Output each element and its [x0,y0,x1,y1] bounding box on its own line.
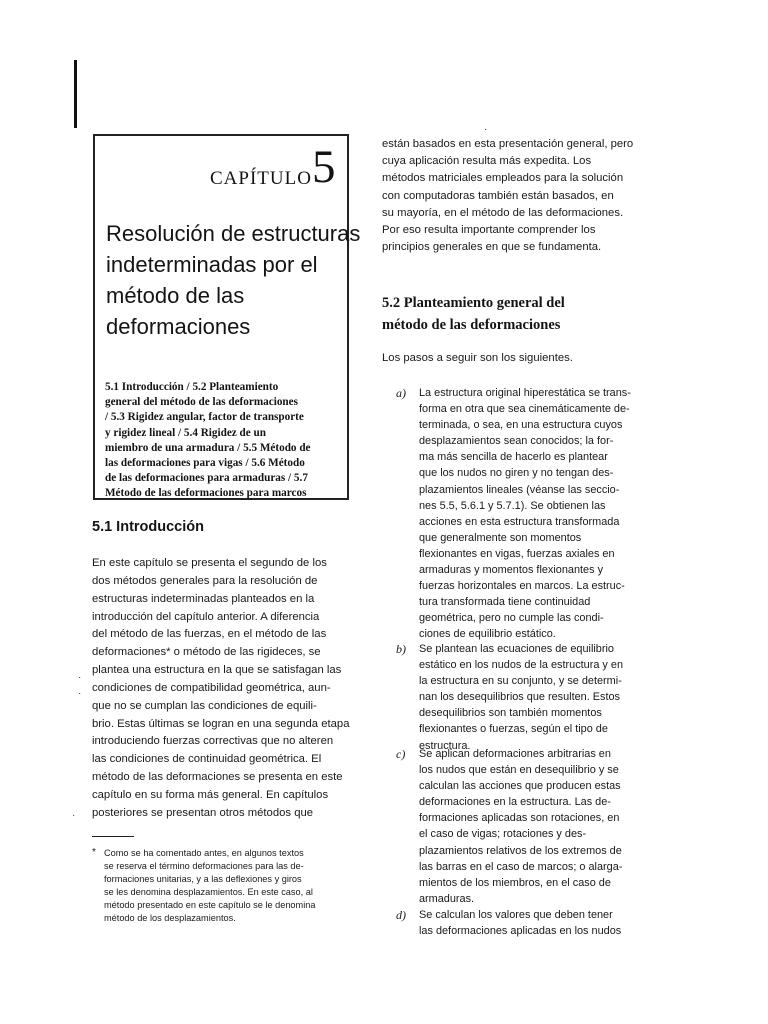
chapter-title-line: Resolución de estructuras [106,221,361,246]
contents-line: las deformaciones para vigas / 5.6 Método [105,457,305,470]
chapter-label: CAPÍTULO [210,168,312,189]
footnote-line: Como se ha comentado antes, en algunos textos [104,848,304,858]
item-line: desplazamientos sean conocidos; la for- [419,435,614,448]
heading-line: método de las deformaciones [382,317,561,333]
item-line: las barras en el caso de marcos; o alarga- [419,860,623,873]
contents-line: Método de las deformaciones para marcos [105,487,307,500]
item-line: deformaciones en la estructura. Las de- [419,796,611,809]
contents-line: miembro de una armadura / 5.5 Método de [105,441,311,454]
item-line: La estructura original hiperestática se trans- [419,387,631,399]
paragraph-line: principios generales en que se fundamenta. [382,241,602,254]
footnote-rule [92,836,134,837]
chapter-title-line: indeterminadas por el [106,252,318,277]
paragraph-line: su mayoría, en el método de las deformaciones. [382,206,624,219]
item-line: la estructura en su conjunto, y se determi- [419,675,622,688]
item-line: flexionantes en vigas, fuerzas axiales en [419,547,615,560]
item-line: terminada, o sea, en una estructura cuyos [419,419,623,432]
paragraph-line: las condiciones de continuidad geométrica. El [92,753,322,766]
paragraph-line: del método de las fuerzas, en el método de las [92,628,327,641]
paragraph-line: estructuras indeterminadas planteados en la [92,592,315,605]
list-item [419,385,641,643]
paragraph-line: introducción del capítulo anterior. A diferencia [92,610,320,623]
item-line: calculan las acciones que producen estas [419,780,621,793]
item-line: los nudos que están en desequilibrio y se [419,764,619,777]
paragraph-line: método de las deformaciones se presenta en este [92,771,343,784]
item-line: plazamientos relativos de los extremos de [419,844,622,857]
scan-speck: · [78,688,82,699]
contents-line: general del método de las deformaciones [105,396,298,409]
section-heading-introduccion: 5.1 Introducción [92,519,204,535]
item-line: fuerzas horizontales en marcos. La estruc- [419,580,625,593]
footnote-line: se reserva el término deformaciones para las de- [104,861,304,871]
item-line: armaduras. [419,892,475,905]
section-heading-planteamiento [382,292,565,336]
paragraph-line: capítulo en su forma más general. En capítulos [92,788,329,801]
item-line: el caso de vigas; rotaciones y des- [419,828,587,841]
footnote-line: método presentado en este capítulo se le denomina [104,900,316,910]
item-line: estructura. [419,739,471,752]
paragraph-line: posteriores se presentan otros métodos que [92,806,314,819]
margin-bar [74,60,77,128]
list-item [419,907,641,939]
chapter-title-line: deformaciones [106,314,251,339]
contents-line: y rigidez lineal / 5.4 Rigidez de un [105,426,266,439]
item-line: las deformaciones aplicadas en los nudos [419,925,622,938]
item-label: a) [396,386,406,400]
item-line: Se plantean las ecuaciones de equilibrio [419,643,614,655]
item-line: que los nudos no giren y no tengan des- [419,467,614,480]
item-line: plazamientos lineales (véanse las seccio- [419,483,620,496]
footnote-line: se les denomina desplazamientos. En este caso, al [104,887,313,897]
footnote-line: formaciones unitarias, y a las deflexiones y giros [104,874,302,884]
paragraph-line: están basados en esta presentación general, pero [382,138,634,150]
footnote-marker: * [92,847,96,858]
paragraph-line: introduciendo fuerzas correctivas que no alteren [92,735,334,748]
paragraph-line: Por eso resulta importante comprender los [382,224,596,237]
paragraph-line: condiciones de compatibilidad geométrica, aun- [92,681,331,694]
item-line: Se aplican deformaciones arbitrarias en [419,748,611,760]
chapter-contents [105,380,341,502]
item-line: armaduras y momentos flexionantes y [419,564,604,577]
paragraph-line: brio. Estas últimas se logran en una segunda etapa [92,717,350,730]
item-line: que generalmente son momentos [419,531,582,544]
steps-intro: Los pasos a seguir son los siguientes. [382,352,573,364]
list-item [419,641,641,754]
item-line: nes 5.5, 5.6.1 y 5.7.1). Se obtienen las [419,499,606,512]
item-line: ciones de equilibrio estático. [419,628,556,641]
intro-paragraph [92,555,350,823]
paragraph-line: plantea una estructura en la que se satisfagan las [92,664,342,677]
item-line: formaciones aplicadas son rotaciones, en [419,812,620,825]
item-line: forma en otra que sea cinemáticamente de- [419,403,630,416]
scan-speck: · [78,672,82,683]
contents-line: / 5.3 Rigidez angular, factor de transporte [105,411,304,424]
chapter-number: 5 [312,141,336,193]
item-line: geométrica, pero no cumple las condi- [419,612,604,625]
paragraph-line: En este capítulo se presenta el segundo de los [92,557,327,569]
paragraph-line: métodos matriciales empleados para la solución [382,172,624,185]
paragraph-line: con computadoras también están basados, en [382,189,614,202]
item-line: Se calculan los valores que deben tener [419,909,613,921]
item-line: desequilibrios son también momentos [419,707,602,720]
item-label: c) [396,747,406,761]
item-line: tura transformada tiene continuidad [419,596,591,609]
heading-line: 5.2 Planteamiento general del [382,295,565,311]
item-label: b) [396,642,406,656]
item-line: nan los desequilibrios que resulten. Estos [419,691,620,704]
item-line: acciones en esta estructura transformada [419,515,620,528]
list-item [419,746,641,907]
paragraph-line: que no se cumplan las condiciones de equili- [92,699,317,712]
paragraph-line: dos métodos generales para la resolución de [92,574,318,587]
footnote-line: método de los desplazamientos. [104,913,236,923]
chapter-title [106,218,361,342]
paragraph-line: deformaciones* o método de las rigideces, se [92,646,321,659]
item-line: mientos de los miembros, en el caso de [419,876,611,889]
scan-speck: · [484,124,488,135]
contents-line: de las deformaciones para armaduras / 5.7 [105,472,308,485]
item-line: estático en los nudos de la estructura y en [419,659,624,672]
footnote [104,847,350,925]
paragraph-line: cuya aplicación resulta más expedita. Los [382,155,592,168]
contents-line: 5.1 Introducción / 5.2 Planteamiento [105,381,279,393]
continued-paragraph [382,136,644,256]
scan-speck: · [72,810,76,821]
item-line: flexionantes o fuerzas, según el tipo de [419,723,608,736]
item-label: d) [396,908,406,922]
chapter-title-line: método de las [106,283,245,308]
item-line: ma más sencilla de hacerlo es plantear [419,451,608,464]
